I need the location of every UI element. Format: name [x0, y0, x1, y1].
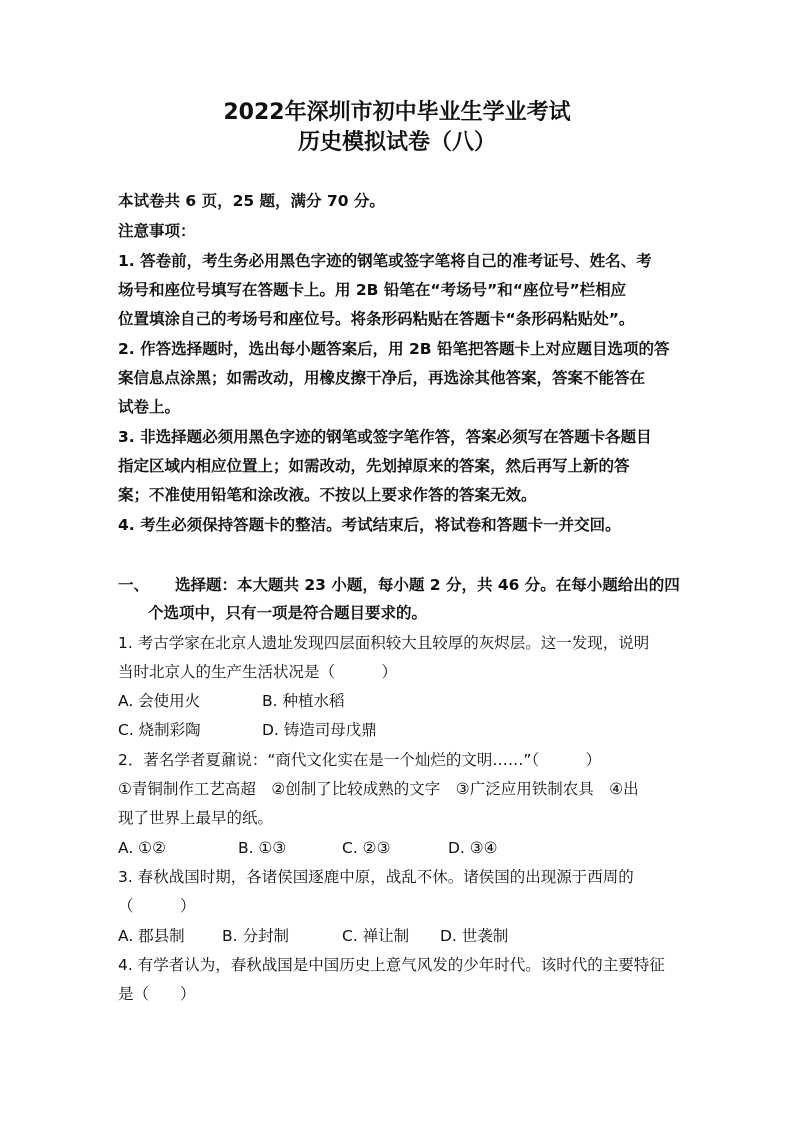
exam-summary: 本试卷共 6 页，25 题，满分 70 分。	[118, 192, 385, 210]
notice-heading: 注意事项：	[118, 222, 196, 240]
section-title-cont: 个选项中，只有一项是符合题目要求的。	[148, 604, 428, 622]
question-1-stem: 1. 考古学家在北京人遗址发现四层面积较大且较厚的灰烬层。这一发现，说明	[118, 634, 650, 652]
exam-title: 2022年深圳市初中毕业生学业考试	[223, 100, 571, 125]
question-2-option-a: A. ①②	[118, 839, 166, 857]
question-3-option-d: D. 世袭制	[440, 927, 509, 945]
section-title: 选择题：本大题共 23 小题，每小题 2 分，共 46 分。在每小题给出的四	[175, 576, 680, 594]
question-3-option-b: B. 分封制	[222, 927, 289, 945]
question-2-option-c: C. ②③	[342, 839, 391, 857]
notice-line: 案；不准使用铅笔和涂改液。不按以上要求作答的答案无效。	[118, 486, 537, 504]
question-2-option-b: B. ①③	[238, 839, 287, 857]
question-3-option-c: C. 禅让制	[342, 927, 410, 945]
question-2-stem: 2．著名学者夏鼐说：“商代文化实在是一个灿烂的文明……”（ ）	[118, 751, 602, 769]
question-4-stem: 4. 有学者认为，春秋战国是中国历史上意气风发的少年时代。该时代的主要特征	[118, 956, 665, 974]
question-1-stem-cont: 当时北京人的生产生活状况是（ ）	[118, 663, 398, 681]
question-1-option-b: B. 种植水稻	[262, 692, 345, 710]
question-2-option-d: D. ③④	[448, 839, 498, 857]
question-1-option-d: D. 铸造司母戊鼎	[262, 721, 377, 739]
question-2-choices: ①青铜制作工艺高超 ②创制了比较成熟的文字 ③广泛应用铁制农具 ④出	[118, 780, 639, 798]
question-1-option-a: A. 会使用火	[118, 692, 201, 710]
notice-line: 位置填涂自己的考场号和座位号。将条形码粘贴在答题卡“条形码粘贴处”。	[118, 310, 635, 328]
notice-line: 1. 答卷前，考生务必用黑色字迹的钢笔或签字笔将自己的准考证号、姓名、考	[118, 252, 652, 270]
question-3-stem: 3. 春秋战国时期，各诸侯国逐鹿中原，战乱不休。诸侯国的出现源于西周的	[118, 868, 634, 886]
notice-line: 案信息点涂黑；如需改动，用橡皮擦干净后，再选涂其他答案，答案不能答在	[118, 369, 646, 387]
notice-line: 4. 考生必须保持答题卡的整洁。考试结束后，将试卷和答题卡一并交回。	[118, 516, 621, 534]
question-3-stem-cont: （ ）	[118, 897, 196, 915]
question-3-option-a: A. 郡县制	[118, 927, 185, 945]
question-2-choices-cont: 现了世界上最早的纸。	[118, 809, 274, 827]
exam-subtitle: 历史模拟试卷（八）	[297, 130, 496, 155]
notice-line: 2. 作答选择题时，选出每小题答案后，用 2B 铅笔把答题卡上对应题目选项的答	[118, 340, 670, 358]
section-number: 一、	[118, 576, 150, 594]
notice-line: 场号和座位号填写在答题卡上。用 2B 铅笔在“考场号”和“座位号”栏相应	[118, 281, 627, 299]
question-4-stem-cont: 是（ ）	[118, 985, 196, 1003]
question-1-option-c: C. 烧制彩陶	[118, 721, 201, 739]
notice-line: 3. 非选择题必须用黑色字迹的钢笔或签字笔作答，答案必须写在答题卡各题目	[118, 428, 652, 446]
notice-line: 指定区域内相应位置上；如需改动，先划掉原来的答案，然后再写上新的答	[118, 457, 630, 475]
notice-line: 试卷上。	[118, 398, 181, 416]
